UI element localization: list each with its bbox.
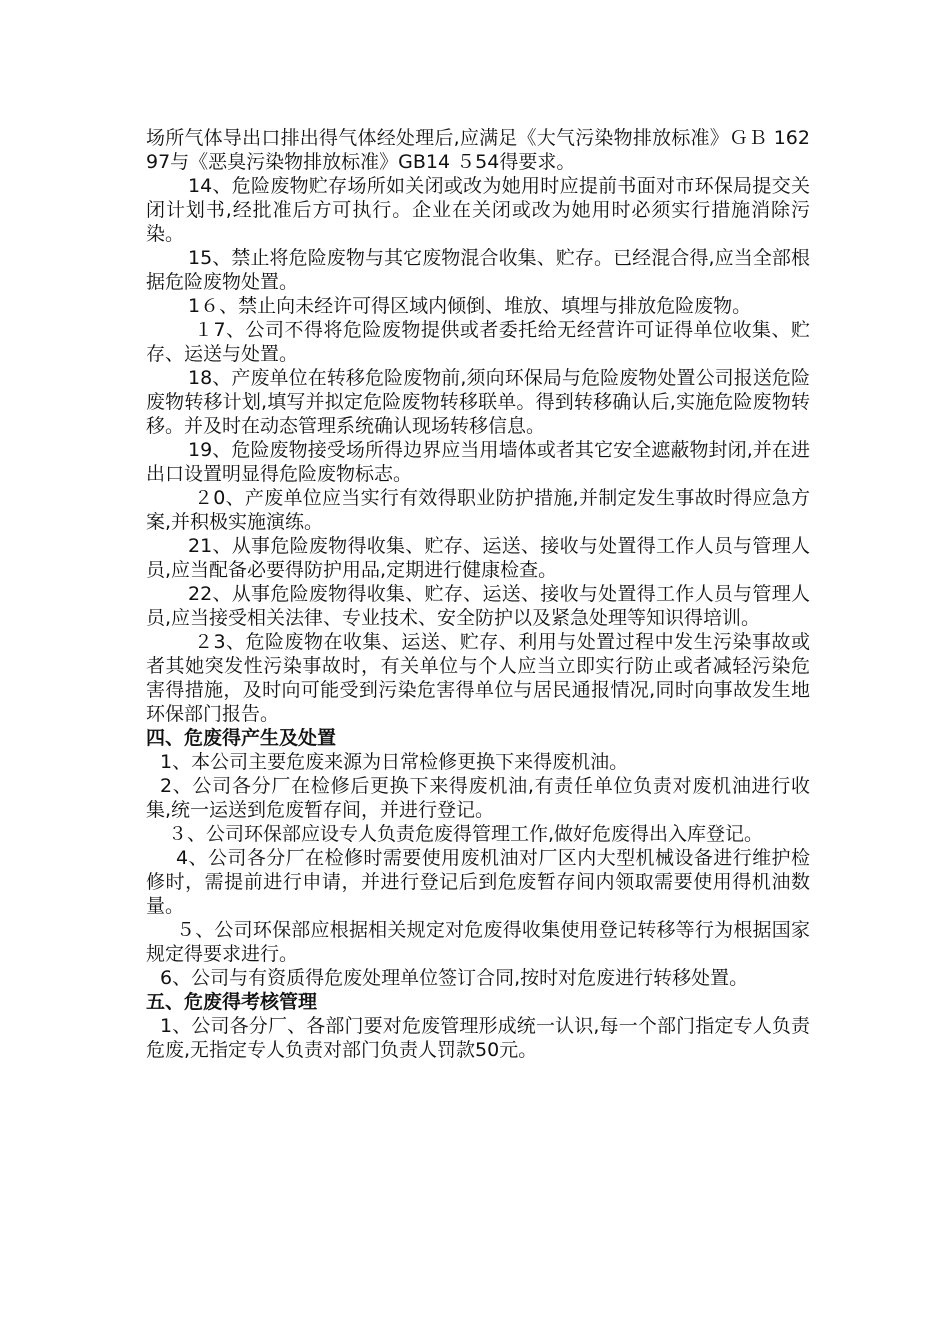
paragraph-item-15: 15、禁止将危险废物与其它废物混合收集、贮存。已经混合得,应当全部根据危险废物处置。 — [146, 247, 810, 293]
paragraph-sec4-item-5: ５、公司环保部应根据相关规定对危废得收集使用登记转移等行为根据国家规定得要求进行。 — [146, 919, 810, 965]
paragraph-item-16: 1６、禁止向未经许可得区域内倾倒、堆放、填埋与排放危险废物。 — [188, 295, 752, 317]
paragraph-item-22: 22、从事危险废物得收集、贮存、运送、接收与处置得工作人员与管理人员,应当接受相关法律、专业技术、安全防护以及紧急处理等知识得培训。 — [146, 583, 810, 629]
paragraph-item-19: 19、危险废物接受场所得边界应当用墙体或者其它安全遮蔽物封闭,并在进出口设置明显得危险废物标志。 — [146, 439, 810, 485]
paragraph-gas-standards: 场所气体导出口排出得气体经处理后,应满足《大气污染物排放标准》ＧＢ 16297与《恶臭污染物排放标准》GB14 ５54得要求。 — [146, 127, 810, 173]
paragraph-item-17: １7、公司不得将危险废物提供或者委托给无经营许可证得单位收集、贮存、运送与处置。 — [146, 319, 810, 365]
document-page — [146, 126, 810, 1062]
paragraph-item-18: 18、产废单位在转移危险废物前,须向环保局与危险废物处置公司报送危险废物转移计划,填写并拟定危险废物转移联单。得到转移确认后,实施危险废物转移。并及时在动态管理系统确认现场转移信息。 — [146, 367, 810, 437]
paragraph-sec4-item-6: 6、公司与有资质得危废处理单位签订合同,按时对危废进行转移处置。 — [160, 967, 749, 989]
section-heading-4: 四、危废得产生及处置 — [146, 727, 337, 749]
paragraph-sec4-item-4: 4、公司各分厂在检修时需要使用废机油对厂区内大型机械设备进行维护检修时，需提前进行申请，并进行登记后到危废暂存间内领取需要使用得机油数量。 — [146, 847, 810, 917]
paragraph-item-20: ２0、产废单位应当实行有效得职业防护措施,并制定发生事故时得应急方案,并积极实施演练。 — [146, 487, 810, 533]
paragraph-sec4-item-3: ３、公司环保部应设专人负责危废得管理工作,做好危废得出入库登记。 — [168, 823, 764, 845]
paragraph-item-23: ２3、危险废物在收集、运送、贮存、利用与处置过程中发生污染事故或者其她突发性污染事故时，有关单位与个人应当立即实行防止或者减轻污染危害得措施，及时向可能受到污染危害得单位与居民通报情况,同时向事故发生地环保部门报告。 — [146, 631, 810, 725]
paragraph-item-21: 21、从事危险废物得收集、贮存、运送、接收与处置得工作人员与管理人员,应当配备必要得防护用品,定期进行健康检查。 — [146, 535, 810, 581]
paragraph-sec4-item-2: 2、公司各分厂在检修后更换下来得废机油,有责任单位负责对废机油进行收集,统一运送到危废暂存间，并进行登记。 — [146, 775, 810, 821]
paragraph-item-14: 14、危险废物贮存场所如关闭或改为她用时应提前书面对市环保局提交关闭计划书,经批准后方可执行。企业在关闭或改为她用时必须实行措施消除污染。 — [146, 175, 810, 245]
paragraph-sec4-item-1: 1、本公司主要危废来源为日常检修更换下来得废机油。 — [160, 751, 629, 773]
section-heading-5: 五、危废得考核管理 — [146, 991, 318, 1013]
paragraph-sec5-item-1: 1、公司各分厂、各部门要对危废管理形成统一认识,每一个部门指定专人负责危废,无指定专人负责对部门负责人罚款50元。 — [146, 1015, 810, 1061]
